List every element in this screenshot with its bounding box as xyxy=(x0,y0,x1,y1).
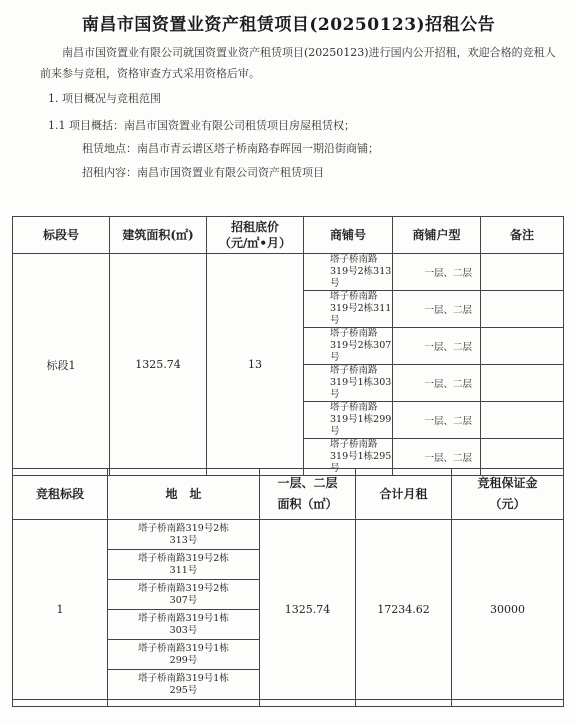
shop-type-cell: 一层、二层 xyxy=(393,254,481,291)
shop-number-cell: 塔子桥南路 319号1栋303号 xyxy=(304,365,393,402)
blank-cell xyxy=(13,700,108,707)
shop-type-cell: 一层、二层 xyxy=(393,365,481,402)
table-row-blank xyxy=(13,700,564,707)
monthly-rent-cell: 17234.62 xyxy=(356,520,452,700)
header-floor-area-line2: 面积（㎡） xyxy=(277,497,338,511)
header-reserve-price-line1: 招租底价 xyxy=(230,220,279,234)
intro-paragraph: 南昌市国资置业有限公司就国资置业资产租赁项目(20250123)进行国内公开招租，欢迎合格的竞租人前来参与竞租，资格审查方式采用资格后审。 xyxy=(40,46,556,80)
header-deposit-line2: （元） xyxy=(489,497,526,511)
blank-cell xyxy=(452,700,564,707)
header-deposit xyxy=(452,469,564,520)
page-title: 南昌市国资置业资产租赁项目(20250123)招租公告 xyxy=(81,15,496,35)
remarks-cell xyxy=(481,402,564,439)
address-cell: 塔子桥南路319号1栋 295号 xyxy=(108,670,260,700)
remarks-cell xyxy=(481,291,564,328)
header-shop-type: 商铺户型 xyxy=(393,217,481,254)
header-deposit-line1: 竞租保证金 xyxy=(477,476,538,490)
table-row xyxy=(13,254,564,291)
header-address: 地 址 xyxy=(108,469,260,520)
header-reserve-price-line2: （元/㎡•月） xyxy=(218,236,292,250)
address-cell: 塔子桥南路319号1栋 303号 xyxy=(108,610,260,640)
content-line: 招租内容：南昌市国资置业有限公司资产租赁项目 xyxy=(82,166,324,179)
shop-number-cell: 塔子桥南路 319号2栋311号 xyxy=(304,291,393,328)
header-floor-area: 建筑面积(㎡) xyxy=(110,217,207,254)
blank-cell xyxy=(356,700,452,707)
header-floor-area-line1: 一层、二层 xyxy=(277,476,338,490)
remarks-cell xyxy=(481,254,564,291)
remarks-cell xyxy=(481,365,564,402)
location-line: 租赁地点：南昌市青云谱区塔子桥南路春晖园一期沿街商铺； xyxy=(82,142,379,155)
table-row xyxy=(13,520,564,550)
overview-line: 1.1 项目概括：南昌市国资置业有限公司租赁项目房屋租赁权； xyxy=(48,119,355,132)
header-reserve-price xyxy=(207,217,304,254)
blank-cell xyxy=(108,700,260,707)
area-cell: 1325.74 xyxy=(260,520,356,700)
lot-table-header xyxy=(13,217,564,254)
address-cell: 塔子桥南路319号1栋 299号 xyxy=(108,640,260,670)
shop-type-cell: 一层、二层 xyxy=(393,439,481,476)
blank-cell xyxy=(260,700,356,707)
header-shop-number: 商铺号 xyxy=(304,217,393,254)
header-remarks: 备注 xyxy=(481,217,564,254)
address-cell: 塔子桥南路319号2栋 313号 xyxy=(108,520,260,550)
bidding-table-header xyxy=(13,469,564,520)
section-heading: 1. 项目概况与竞租范围 xyxy=(48,92,161,105)
shop-type-cell: 一层、二层 xyxy=(393,402,481,439)
lot-table xyxy=(12,216,564,476)
deposit-cell: 30000 xyxy=(452,520,564,700)
address-cell: 塔子桥南路319号2栋 311号 xyxy=(108,550,260,580)
shop-number-cell: 塔子桥南路 319号2栋307号 xyxy=(304,328,393,365)
shop-number-cell: 塔子桥南路 319号2栋313号 xyxy=(304,254,393,291)
shop-type-cell: 一层、二层 xyxy=(393,291,481,328)
header-floor-area xyxy=(260,469,356,520)
price-cell: 13 xyxy=(207,254,304,476)
area-cell: 1325.74 xyxy=(110,254,207,476)
remarks-cell xyxy=(481,328,564,365)
shop-number-cell: 塔子桥南路 319号1栋299号 xyxy=(304,402,393,439)
bid-lot-cell: 1 xyxy=(13,520,108,700)
header-bid-lot: 竞租标段 xyxy=(13,469,108,520)
address-cell: 塔子桥南路319号2栋 307号 xyxy=(108,580,260,610)
lot-cell: 标段1 xyxy=(13,254,110,476)
shop-type-cell: 一层、二层 xyxy=(393,328,481,365)
header-lot-number: 标段号 xyxy=(13,217,110,254)
header-monthly-rent: 合计月租 xyxy=(356,469,452,520)
bidding-table xyxy=(12,468,564,707)
shop-number-cell: 塔子桥南路 319号1栋295号 xyxy=(304,439,393,476)
